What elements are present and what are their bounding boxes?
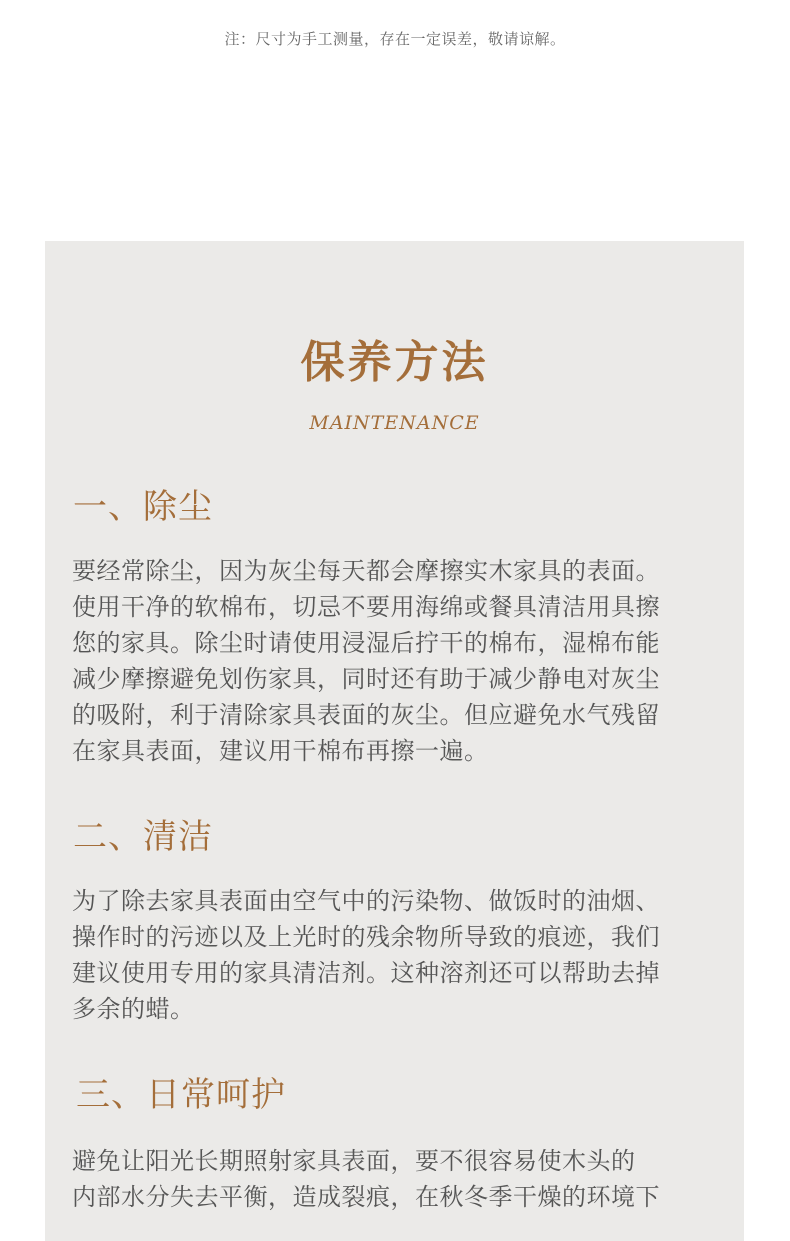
body-line: 要经常除尘，因为灰尘每天都会摩擦实木家具的表面。 <box>72 557 660 585</box>
body-line: 建议使用专用的家具清洁剂。这种溶剂还可以帮助去掉 <box>72 959 660 987</box>
body-line: 操作时的污迹以及上光时的残余物所导致的痕迹，我们 <box>72 923 660 951</box>
section-heading-daily-care: 三、日常呵护 <box>76 1075 286 1115</box>
panel-subtitle: MAINTENANCE <box>309 412 480 434</box>
section-heading-cleaning: 二、清洁 <box>73 817 213 857</box>
maintenance-panel <box>45 241 744 1241</box>
panel-title: 保养方法 <box>300 337 489 388</box>
section-body-daily-care <box>72 1143 732 1215</box>
measurement-note: 注：尺寸为手工测量，存在一定误差，敬请谅解。 <box>224 30 566 48</box>
body-line: 减少摩擦避免划伤家具，同时还有助于减少静电对灰尘 <box>72 665 660 693</box>
body-line: 为了除去家具表面由空气中的污染物、做饭时的油烟、 <box>72 887 660 915</box>
body-line: 多余的蜡。 <box>72 995 195 1023</box>
section-body-cleaning <box>72 883 732 1027</box>
section-body-dusting <box>72 553 732 769</box>
body-line: 您的家具。除尘时请使用浸湿后拧干的棉布，湿棉布能 <box>72 629 660 657</box>
body-line: 内部水分失去平衡，造成裂痕，在秋冬季干燥的环境下 <box>72 1183 660 1211</box>
body-line: 使用干净的软棉布，切忌不要用海绵或餐具清洁用具擦 <box>72 593 660 621</box>
body-line: 避免让阳光长期照射家具表面，要不很容易使木头的 <box>72 1147 636 1175</box>
body-line: 在家具表面，建议用干棉布再擦一遍。 <box>72 737 489 765</box>
section-heading-dusting: 一、除尘 <box>73 487 213 527</box>
body-line: 的吸附，利于清除家具表面的灰尘。但应避免水气残留 <box>72 701 660 729</box>
